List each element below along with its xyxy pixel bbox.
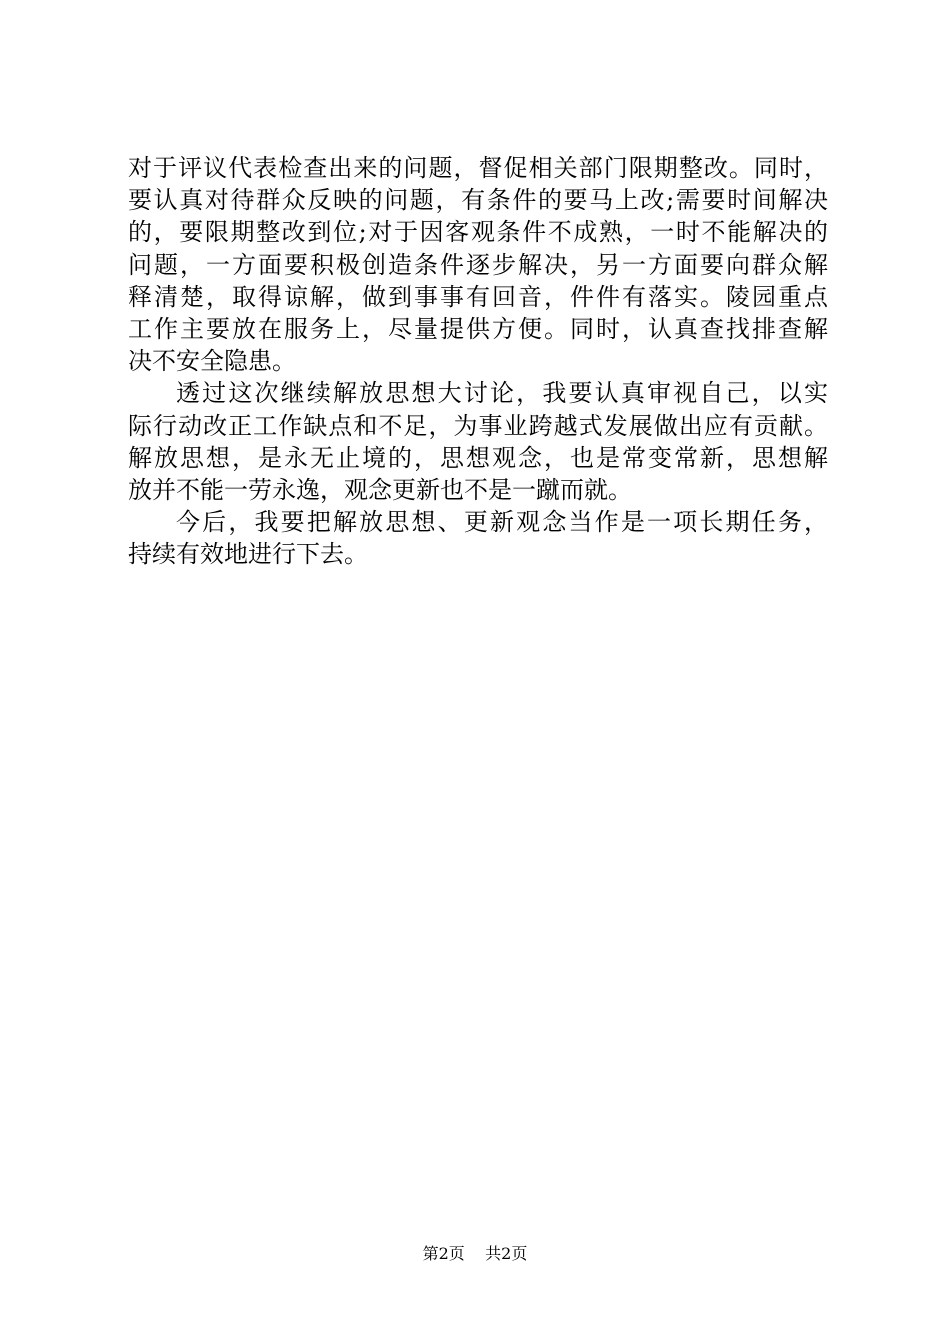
text-line: 问题，一方面要积极创造条件逐步解决，另一方面要向群众解	[128, 250, 828, 279]
text-line: 的，要限期整改到位;对于因客观条件不成熟，一时不能解决的	[128, 218, 828, 247]
page-number: 第2页	[422, 1244, 465, 1263]
page-footer	[0, 1242, 950, 1266]
text-line: 要认真对待群众反映的问题，有条件的要马上改;需要时间解决	[128, 186, 828, 215]
paragraph-2	[128, 377, 828, 506]
paragraph-3	[128, 506, 828, 570]
text-line: 工作主要放在服务上，尽量提供方便。同时，认真查找排查解	[128, 314, 828, 343]
page-spacer	[470, 1244, 480, 1263]
text-line: 透过这次继续解放思想大讨论，我要认真审视自己，以实	[176, 379, 828, 408]
text-line: 解放思想，是永无止境的，思想观念，也是常变常新，思想解	[128, 443, 828, 472]
text-line: 今后，我要把解放思想、更新观念当作是一项长期任务，	[176, 508, 828, 537]
page-total: 共2页	[485, 1244, 528, 1263]
text-line: 释清楚，取得谅解，做到事事有回音，件件有落实。陵园重点	[128, 282, 828, 311]
paragraph-1	[128, 152, 828, 377]
text-line: 际行动改正工作缺点和不足，为事业跨越式发展做出应有贡献。	[128, 411, 828, 440]
text-line: 决不安全隐患。	[128, 347, 296, 376]
text-line: 持续有效地进行下去。	[128, 540, 368, 569]
text-line: 对于评议代表检查出来的问题，督促相关部门限期整改。同时，	[128, 154, 828, 182]
text-line: 放并不能一劳永逸，观念更新也不是一蹴而就。	[128, 475, 632, 504]
body-text	[128, 152, 828, 570]
